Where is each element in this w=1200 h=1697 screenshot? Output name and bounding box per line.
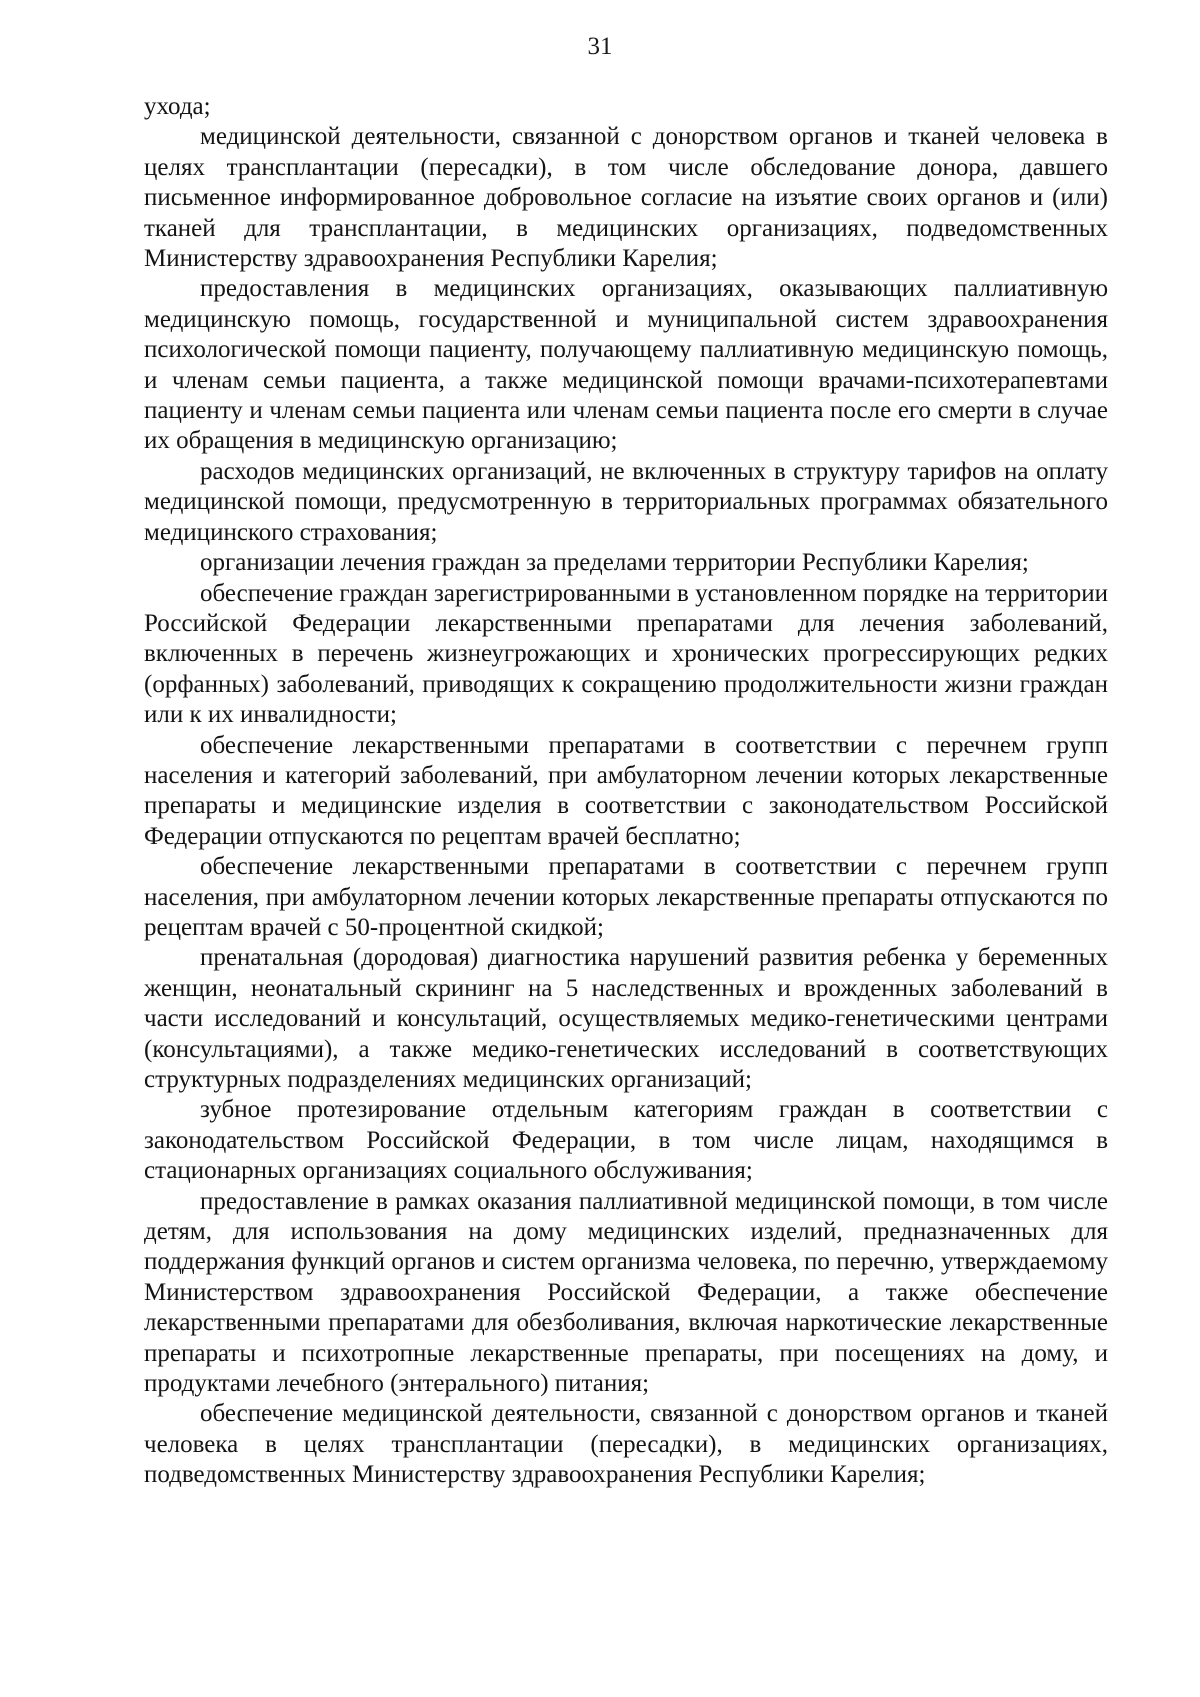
paragraph: предоставления в медицинских организациях, оказывающих паллиативную медицинскую помощь, государственной и муниципальной систем здравоохранения психологической помощи пациенту, получающему паллиативную медицинскую помощь, и членам семьи пациента, а также медицинской помощи врачами-психотерапевтами пациенту и членам семьи пациента или членам семьи пациента после его смерти в случае их обращения в медицинскую организацию;: [144, 275, 1108, 455]
paragraph: зубное протезирование отдельным категориям граждан в соответствии с законодательством Российской Федерации, в том числе лицам, находящимся в стационарных организациях социального обслуживания;: [144, 1096, 1108, 1185]
paragraph: обеспечение граждан зарегистрированными в установленном порядке на территории Российской Федерации лекарственными препаратами для лечения заболеваний, включенных в перечень жизнеугрожающих и хронических прогрессирующих редких (орфанных) заболеваний, приводящих к сокращению продолжительности жизни граждан или к их инвалидности;: [144, 579, 1108, 729]
paragraph: пренатальная (дородовая) диагностика нарушений развития ребенка у беременных женщин, неонатальный скрининг на 5 наследственных и врожденных заболеваний в части исследований и консультаций, осуществляемых медико-генетическими центрами (консультациями), а также медико-генетических исследований в соответствующих структурных подразделениях медицинских организаций;: [144, 944, 1108, 1093]
paragraph: ухода;: [144, 93, 211, 120]
paragraph: предоставление в рамках оказания паллиативной медицинской помощи, в том числе детям, для использования на дому медицинских изделий, предназначенных для поддержания функций органов и систем организма человека, по перечню, утверждаемому Министерством здравоохранения Российской Федерации, а также обеспечение лекарственными препаратами для обезболивания, включая наркотические лекарственные препараты и психотропные лекарственные препараты, при посещениях на дому, и продуктами лечебного (энтерального) питания;: [144, 1187, 1108, 1398]
page-number: 31: [587, 33, 613, 60]
paragraph: медицинской деятельности, связанной с донорством органов и тканей человека в целях трансплантации (пересадки), в том числе обследование донора, давшего письменное информированное добровольное согласие на изъятие своих органов и (или) тканей для трансплантации, в медицинских организациях, подведомственных Министерству здравоохранения Республики Карелия;: [144, 123, 1108, 273]
paragraph: организации лечения граждан за пределами территории Республики Карелия;: [200, 549, 1029, 577]
paragraph: обеспечение медицинской деятельности, связанной с донорством органов и тканей человека в целях трансплантации (пересадки), в медицинских организациях, подведомственных Министерству здравоохранения Республики Карелия;: [144, 1400, 1108, 1489]
paragraph: обеспечение лекарственными препаратами в соответствии с перечнем групп населения и категорий заболеваний, при амбулаторном лечении которых лекарственные препараты и медицинские изделия в соответствии с законодательством Российской Федерации отпускаются по рецептам врачей бесплатно;: [144, 731, 1108, 850]
paragraph: обеспечение лекарственными препаратами в соответствии с перечнем групп населения, при амбулаторном лечении которых лекарственные препараты отпускаются по рецептам врачей с 50-процентной скидкой;: [144, 853, 1108, 941]
document-body: [144, 92, 1108, 1491]
paragraph: расходов медицинских организаций, не включенных в структуру тарифов на оплату медицинской помощи, предусмотренную в территориальных программах обязательного медицинского страхования;: [144, 457, 1108, 546]
